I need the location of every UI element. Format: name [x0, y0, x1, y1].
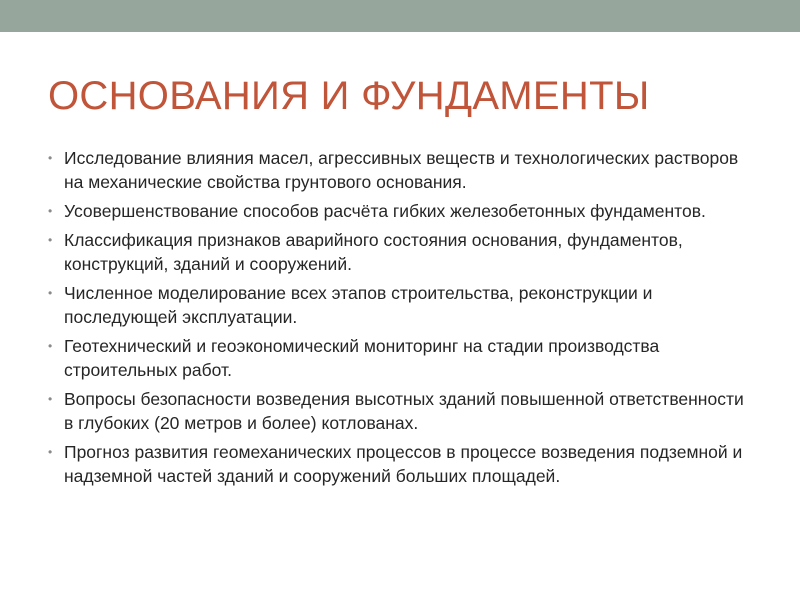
- bullet-text: Усовершенствование способов расчёта гибких железобетонных фундаментов.: [64, 201, 706, 221]
- top-accent-band: [0, 0, 800, 32]
- bullet-item: [48, 440, 748, 488]
- bullet-item: [48, 387, 748, 435]
- bullet-item: [48, 281, 748, 329]
- bullet-text: Вопросы безопасности возведения высотных зданий повышенной ответственности в глубоких (20 метров и более) котлованах.: [64, 389, 744, 433]
- bullet-dot-icon: •: [48, 392, 53, 406]
- bullet-item: [48, 199, 748, 223]
- bullet-item: [48, 146, 748, 194]
- bullet-item: [48, 228, 748, 276]
- bullet-text: Классификация признаков аварийного состояния основания, фундаментов, конструкций, зданий и сооружений.: [64, 230, 683, 274]
- slide-title: ОСНОВАНИЯ И ФУНДАМЕНТЫ: [48, 74, 650, 118]
- bullet-dot-icon: •: [48, 286, 53, 300]
- bullet-text: Исследование влияния масел, агрессивных веществ и технологических растворов на механические свойства грунтового основания.: [64, 148, 739, 192]
- bullet-item: [48, 334, 748, 382]
- bullet-text: Геотехнический и геоэкономический мониторинг на стадии производства строительных работ.: [64, 336, 660, 380]
- bullet-list: [48, 146, 748, 493]
- bullet-dot-icon: •: [48, 339, 53, 353]
- bullet-dot-icon: •: [48, 151, 53, 165]
- bullet-text: Прогноз развития геомеханических процессов в процессе возведения подземной и надземной частей зданий и сооружений больших площадей.: [64, 442, 743, 486]
- bullet-dot-icon: •: [48, 445, 53, 459]
- bullet-text: Численное моделирование всех этапов строительства, реконструкции и последующей эксплуатации.: [64, 283, 653, 327]
- bullet-dot-icon: •: [48, 204, 53, 218]
- bullet-dot-icon: •: [48, 233, 53, 247]
